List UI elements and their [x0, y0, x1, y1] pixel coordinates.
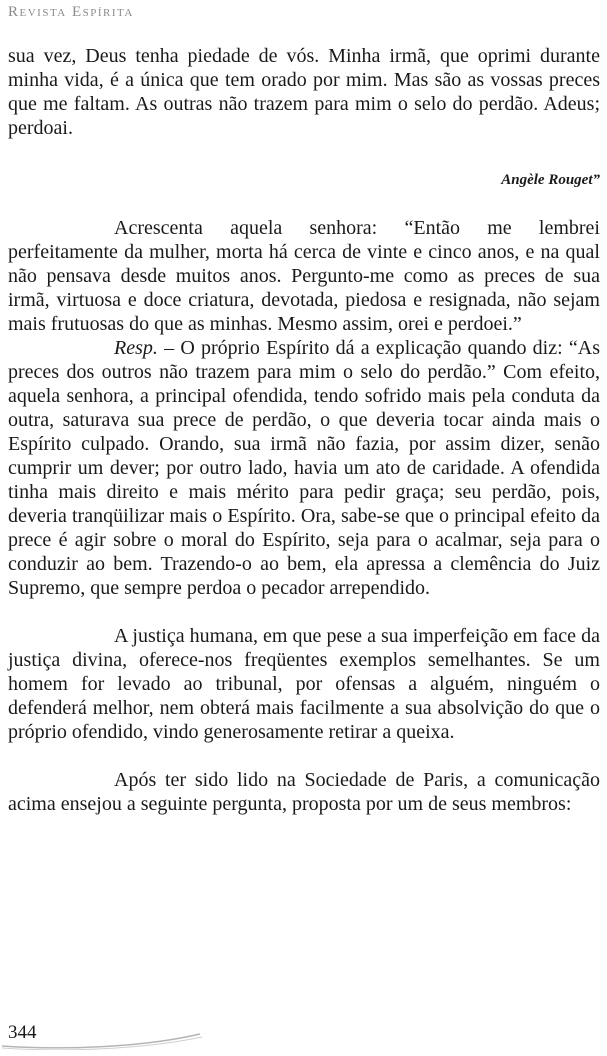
paragraph-apos: Após ter sido lido na Sociedade de Paris, a comunicação acima ensejou a seguinte pergunta, proposta por um de seus membros: — [8, 769, 600, 815]
running-head-title: Revista Espírita — [8, 4, 134, 20]
resp-text: – O próprio Espírito dá a explicação quando diz: “As preces dos outros não trazem para mim o selo do perdão.” Com efeito, aquela senhora, a principal ofendida, tendo sofrido mais pela conduta da outra, saturava sua prece de perdão, o que deveria tocar ainda mais o Espírito culpado. Orando, sua irmã não fazia, por assim dizer, senão cumprir um dever; por outro lado, havia um ato de caridade. A ofendida tinha mais direito e mais mérito para pedir graça; seu perdão, pois, deveria tranqüilizar mais o Espírito. Ora, sabe-se que o principal efeito da prece é agir sobre o moral do Espírito, seja para o acalmar, seja para o conduzir ao bem. Trazendo-o ao bem, ela apressa a clemência do Juiz Supremo, que sempre perdoa o pecador arrependido. — [8, 337, 600, 599]
paragraph-resp — [8, 336, 600, 600]
paragraph-acrescenta: Acrescenta aquela senhora: “Então me lembrei perfeitamente da mulher, morta há cerca de vinte e cinco anos, e na qual não pensava desde muitos anos. Pergunto-me como as preces de sua irmã, virtuosa e doce criatura, devotada, piedosa e resignada, não sejam mais frutuosas do que as minhas. Mesmo assim, orei e perdoei.” — [8, 217, 600, 335]
paragraph-justica: A justiça humana, em que pese a sua imperfeição em face da justiça divina, oferece-nos freqüentes exemplos semelhantes. Se um homem for levado ao tribunal, por ofensas a alguém, ninguém o defenderá melhor, nem obterá mais facilmente a sua absolvição do que o próprio ofendido, vindo generosamente retirar a queixa. — [8, 625, 600, 743]
page-number: 344 — [8, 1022, 37, 1043]
signature: Angèle Rouget” — [501, 172, 600, 188]
page-swoosh-ornament — [0, 1024, 210, 1050]
resp-label: Resp. — [114, 337, 158, 359]
page-body — [8, 44, 600, 816]
paragraph-continuation: sua vez, Deus tenha piedade de vós. Minha irmã, que oprimi durante minha vida, é a única que tem orado por mim. Mas são as vossas preces que me faltam. As outras não trazem para mim o selo do perdão. Adeus; perdoai. — [8, 45, 600, 139]
